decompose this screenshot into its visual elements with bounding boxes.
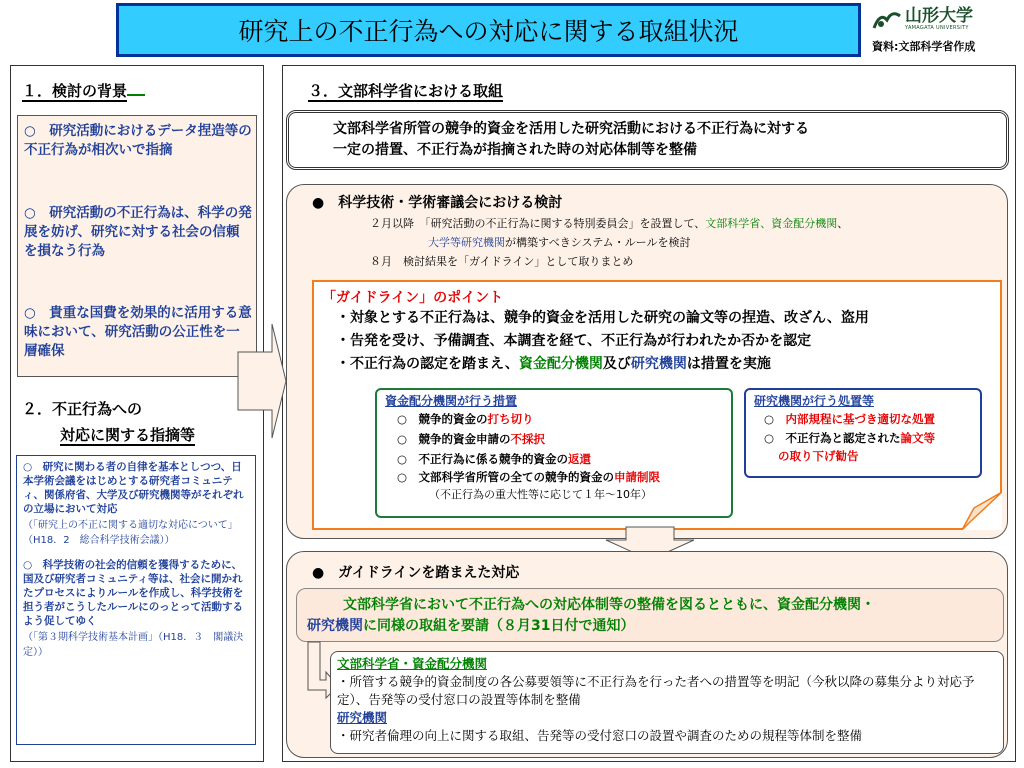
logo-mark-icon: [872, 6, 902, 32]
guidance-note: （「研究上の不正に関する適切な対応について」（H18．2 総合科学技術会議））: [23, 520, 238, 546]
funding-measure-item: ○ 不正行為に係る競争的資金の返還: [397, 452, 592, 466]
section1-heading: １．検討の背景: [22, 80, 145, 101]
section2-heading-line2: 対応に関する指摘等: [60, 426, 196, 444]
council-heading: ● 科学技術・学術審議会における検討: [312, 195, 563, 211]
source-note: 資料:文部科学省作成: [872, 40, 976, 53]
council-line1: ２月以降 「研究活動の不正行為に関する特別委員会」を設置して、文部科学省、資金配分機関、: [370, 217, 849, 230]
funding-measure-item: ○ 競争的資金申請の不採択: [397, 432, 546, 446]
funding-measure-note: （不正行為の重大性等に応じて１年～10年）: [429, 488, 652, 501]
guidance-item: ○ 研究に関わる者の自律を基本としつつ、日本学術会議をはじめとする研究者コミュニティ、関係府省、大学及び研究機関等がそれぞれの立場において対応: [23, 461, 244, 515]
logo-sub: YAMAGATA UNIVERSITY: [905, 24, 969, 31]
institution-measure-item: ○ 不正行為と認定された論文等: [764, 431, 936, 445]
actions-box: [330, 651, 1004, 754]
actions-text-mext: ・所管する競争的資金制度の各公募要領等に不正行為を行った者への措置等を明記（今秋以降の募集分より対応予定）、告発等の受付窓口の設置等体制を整備: [337, 674, 975, 707]
background-item: ○ 研究活動の不正行為は、科学の発展を妨げ、研究に対する社会の信頼を損なう行為: [24, 205, 252, 259]
funding-measures-box: [375, 388, 733, 518]
guideline-title: 「ガイドライン」のポイント: [322, 290, 504, 306]
institution-measures-box: [744, 388, 982, 478]
response-heading: ● ガイドラインを踏まえた対応: [312, 565, 520, 581]
guideline-item: ・不正行為の認定を踏まえ、資金配分機関及び研究機関は措置を実施: [336, 356, 771, 372]
funding-measures-title: 資金配分機関が行う措置: [385, 394, 518, 408]
guidance-box: [16, 455, 256, 745]
page-title: 研究上の不正行為への対応に関する取組状況: [116, 3, 861, 57]
guideline-item: ・告発を受け、予備調査、本調査を経て、不正行為が行われたか否かを認定: [336, 333, 812, 349]
logo-name: 山形大学: [905, 5, 973, 26]
section2-heading-line1: ２．不正行為への: [22, 400, 143, 418]
actions-title-institutions: 研究機関: [337, 710, 388, 725]
funding-measure-item: ○ 競争的資金の打ち切り: [397, 412, 534, 426]
right-arrow-icon: [236, 322, 288, 440]
section3-heading: ３．文部科学省における取組: [308, 82, 504, 100]
background-item: ○ 貴重な国費を効果的に活用する意味において、研究活動の公正性を一層確保: [24, 305, 252, 359]
actions-text-institutions: ・研究者倫理の向上に関する取組、告発等の受付窓口の設置や調査のための規程等体制を整備: [337, 728, 863, 743]
background-box: [17, 115, 257, 377]
funding-measure-item: ○ 文部科学省所管の全ての競争的資金の申請制限: [397, 470, 661, 484]
guidance-note: （「第３期科学技術基本計画」（H18．３ 閣議決定））: [23, 632, 244, 658]
institution-measure-item: ○ 内部規程に基づき適切な処置: [764, 412, 936, 426]
council-line3: ８月 検討結果を「ガイドライン」として取りまとめ: [370, 255, 634, 268]
institution-measures-title: 研究機関が行う処置等: [754, 394, 875, 408]
actions-title-mext: 文部科学省・資金配分機関: [337, 656, 488, 671]
background-item: ○ 研究活動におけるデータ捏造等の不正行為が相次いで指摘: [24, 123, 252, 158]
folded-corner-icon: [962, 492, 1002, 530]
institution-measure-item-cont: の取り下げ勧告: [778, 449, 859, 463]
council-line2: 大学等研究機関が構築すべきシステム・ルールを検討: [428, 236, 691, 249]
request-box: 文部科学省において不正行為への対応体制等の整備を図るとともに、資金配分機関・ 研究機関に同様の取組を要請（８月31日付で通知）: [296, 588, 1004, 642]
summary-box: 文部科学省所管の競争的資金を活用した研究活動における不正行為に対する 一定の措置、不正行為が指摘された時の対応体制等を整備: [286, 110, 1009, 170]
university-logo: [872, 4, 1022, 34]
guideline-item: ・対象とする不正行為は、競争的資金を活用した研究の論文等の捏造、改ざん、盗用: [336, 310, 869, 326]
guidance-item: ○ 科学技術の社会的信頼を獲得するために、国及び研究者コミュニティ等は、社会に開かれたプロセスによりルールを作成し、科学技術を担う者がこうしたルールにのっとって活動するよう促してゆく: [23, 559, 244, 627]
